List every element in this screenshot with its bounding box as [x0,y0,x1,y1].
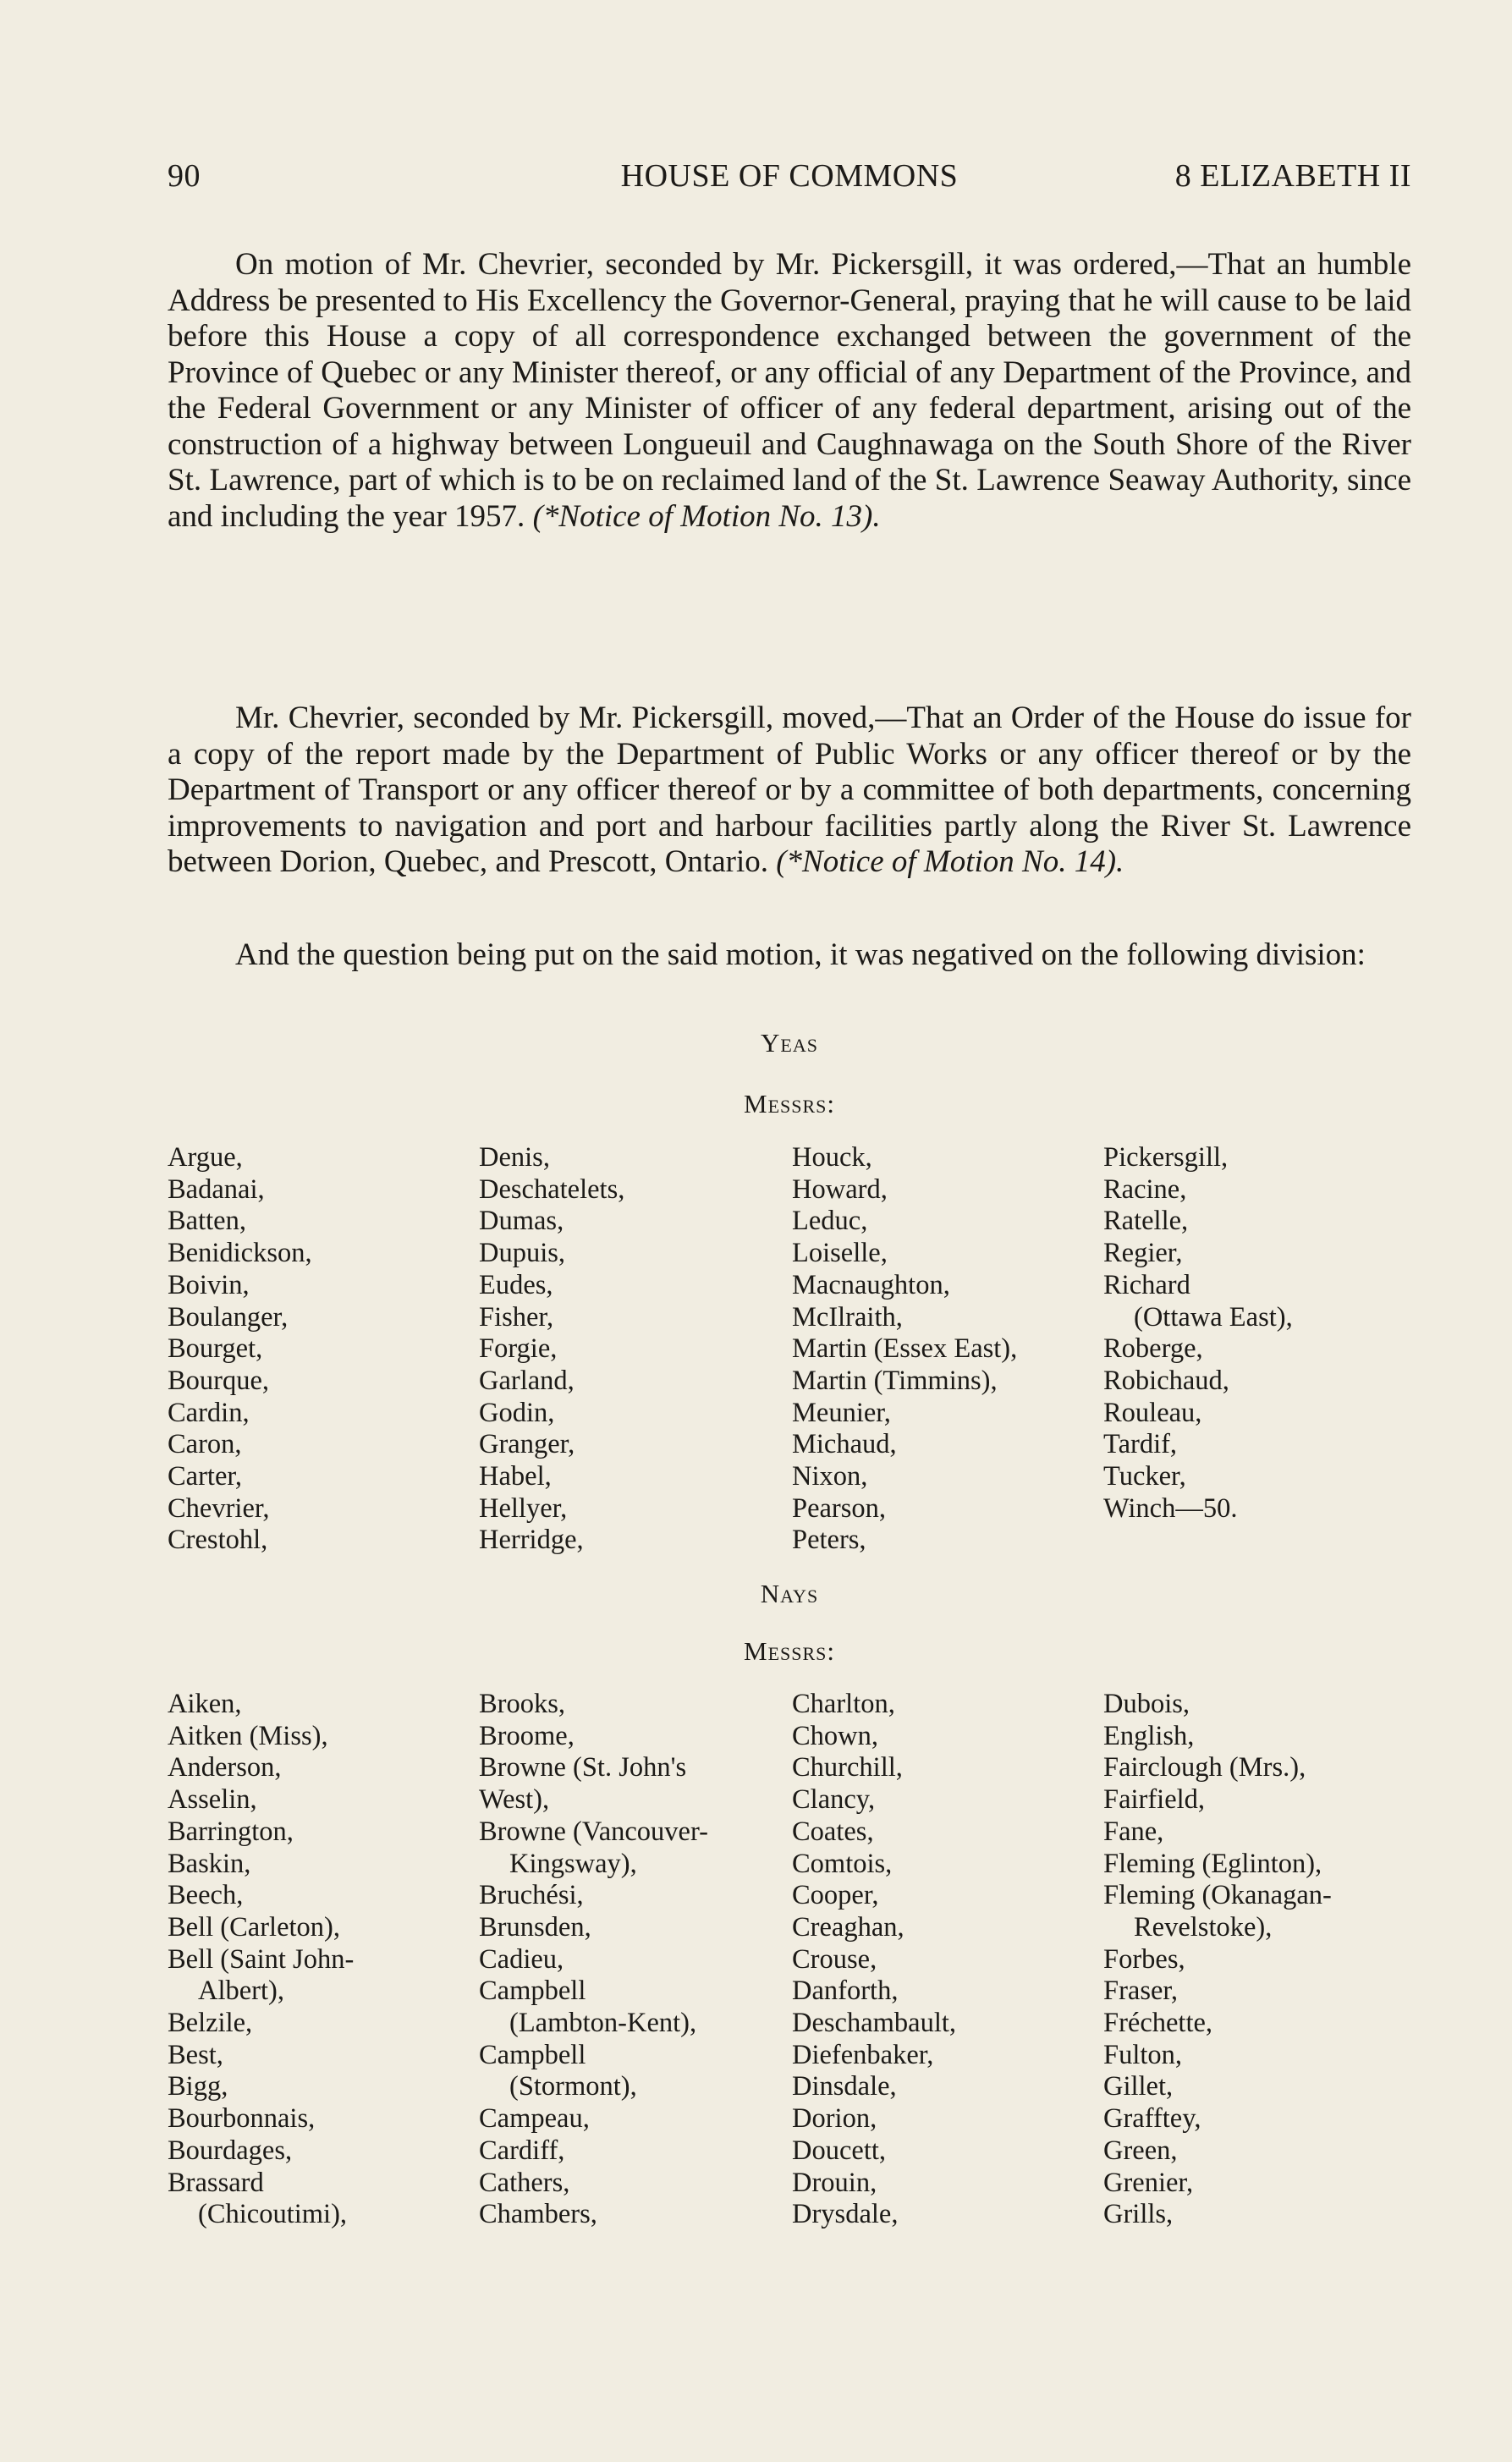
member-name: Rouleau, [1103,1397,1202,1428]
member-name: Caron, [168,1429,242,1460]
member-name: Churchill, [792,1752,903,1783]
member-name: Hellyer, [479,1492,568,1524]
motion-2-text: Mr. Chevrier, seconded by Mr. Pickersgill, moved,—That an Order of the House do issue for a copy of the report made by the Department of Public Works or any officer thereof or by the Department of Transport or any officer thereof or by a committee of both departments, concerning improvements to navigation and port and harbour facilities partly along the River St. Lawrence between Dorion, Quebec, and Prescott, Ontario. [168,701,1411,879]
member-name: Denis, [479,1142,550,1173]
member-name: (Lambton-Kent), [509,2008,697,2039]
member-name: Macnaughton, [792,1269,950,1300]
member-name: Batten, [168,1206,246,1237]
member-name: Browne (Vancouver- [479,1816,708,1847]
member-name: Fréchette, [1103,2008,1213,2039]
member-name: Eudes, [479,1269,553,1300]
member-name: Tucker, [1103,1461,1186,1492]
member-name: Drysdale, [792,2199,899,2230]
member-name: Godin, [479,1397,555,1428]
motion-1-text: On motion of Mr. Chevrier, seconded by Mr. Pickersgill, it was ordered,—That an humble Address be presented to His Excellency the Governor-General, praying that he will cause to be laid before this House a copy of all correspondence exchanged between the government of the Province of Quebec or any Minister thereof, or any official of any Department of the Province, and the Federal Government or any Minister of officer of any federal department, arising out of the construction of a highway between Longueuil and Caughnawaga on the South Shore of the River St. Lawrence, part of which is to be on reclaimed land of the St. Lawrence Seaway Authority, since and including the year 1957. [168,247,1411,534]
nays-column-2 [479,1689,783,2231]
member-name: Dupuis, [479,1238,566,1269]
member-name: Regier, [1103,1238,1183,1269]
member-name: (Chicoutimi), [198,2199,348,2230]
member-name: Bell (Carleton), [168,1911,340,1943]
member-name: Cadieu, [479,1943,564,1975]
member-name: West), [479,1784,550,1816]
member-name: Chambers, [479,2199,597,2230]
member-name: Grenier, [1103,2167,1194,2198]
member-name: Aitken (Miss), [168,1720,328,1751]
member-name: Cardiff, [479,2135,565,2166]
member-name: Campbell [479,1976,586,2007]
division-intro-text: And the question being put on the said motion, it was negatived on the following division: [235,937,1366,972]
member-name: Dumas, [479,1206,564,1237]
member-name: Fulton, [1103,2039,1183,2070]
member-name: Revelstoke), [1134,1911,1273,1943]
motion-1-note: (*Notice of Motion No. 13). [532,498,881,534]
yeas-column-1 [168,1142,472,1557]
member-name: Chevrier, [168,1492,270,1524]
nays-heading: Nays [760,1579,819,1608]
member-name: Baskin, [168,1848,251,1879]
member-name: Ratelle, [1103,1206,1189,1237]
member-name: Doucett, [792,2135,887,2166]
member-name: Cooper, [792,1880,879,1911]
member-name: Broome, [479,1720,575,1751]
member-name: Forgie, [479,1333,558,1365]
running-header [168,157,1411,200]
member-name: Boulanger, [168,1301,289,1333]
member-name: Nixon, [792,1461,868,1492]
member-name: Comtois, [792,1848,893,1879]
yeas-heading: Yeas [761,1028,818,1058]
member-name: Beech, [168,1880,244,1911]
member-name: Bigg, [168,2071,228,2102]
member-name: English, [1103,1720,1195,1751]
member-name: Barrington, [168,1816,294,1847]
member-name: Fleming (Okanagan- [1103,1880,1332,1911]
yeas-column-4 [1103,1142,1408,1525]
member-name: Fraser, [1103,1976,1179,2007]
member-name: Loiselle, [792,1238,888,1269]
member-name: Cardin, [168,1397,250,1428]
member-name: Pearson, [792,1492,887,1524]
member-name: Racine, [1103,1173,1187,1205]
member-name: Dorion, [792,2103,877,2135]
member-name: Coates, [792,1816,874,1847]
member-name: Bourbonnais, [168,2103,316,2135]
member-name: Dubois, [1103,1689,1190,1719]
nays-column-4 [1103,1689,1408,2231]
member-name: Green, [1103,2135,1178,2166]
member-name: (Ottawa East), [1134,1301,1293,1333]
nays-column-3 [792,1689,1097,2231]
member-name: Browne (St. John's [479,1752,687,1783]
nays-messrs-label: Messrs: [744,1636,835,1666]
member-name: Brunsden, [479,1911,591,1943]
member-name: Deschambault, [792,2008,957,2039]
member-name: Best, [168,2039,223,2070]
member-name: Leduc, [792,1206,868,1237]
member-name: Cathers, [479,2167,570,2198]
member-name: McIlraith, [792,1301,903,1333]
member-name: Danforth, [792,1976,899,2007]
member-name: Garland, [479,1365,575,1396]
member-name: Carter, [168,1461,243,1492]
member-name: Albert), [198,1976,284,2007]
page-number: 90 [168,158,201,194]
member-name: Charlton, [792,1689,895,1719]
member-name: Gillet, [1103,2071,1174,2102]
member-name: Robichaud, [1103,1365,1229,1396]
member-name: Tardif, [1103,1429,1178,1460]
member-name: Michaud, [792,1429,897,1460]
member-name: Meunier, [792,1397,891,1428]
motion-2-note: (*Notice of Motion No. 14). [776,844,1124,879]
member-name: Fairfield, [1103,1784,1206,1816]
member-name: Bell (Saint John- [168,1943,355,1975]
member-name: Drouin, [792,2167,877,2198]
member-name: Fisher, [479,1301,554,1333]
member-name: Peters, [792,1525,866,1556]
member-name: Chown, [792,1720,879,1751]
member-name: Crouse, [792,1943,877,1975]
member-name: Clancy, [792,1784,876,1816]
member-name: Benidickson, [168,1238,312,1269]
member-name: Habel, [479,1461,552,1492]
yeas-messrs-label: Messrs: [744,1089,835,1118]
division-intro [168,937,1411,974]
member-name: Bruchési, [479,1880,584,1911]
member-name: Diefenbaker, [792,2039,934,2070]
member-name: Fairclough (Mrs.), [1103,1752,1306,1783]
reign-year: 8 ELIZABETH II [1174,158,1411,194]
member-name: Fane, [1103,1816,1164,1847]
yeas-column-3 [792,1142,1097,1557]
member-name: Campbell [479,2039,586,2070]
member-name: Herridge, [479,1525,584,1556]
member-name: Pickersgill, [1103,1142,1229,1173]
yeas-column-2 [479,1142,783,1557]
member-name: Aiken, [168,1689,242,1719]
member-name: Campeau, [479,2103,590,2135]
member-name: Creaghan, [792,1911,904,1943]
member-name: Crestohl, [168,1525,268,1556]
member-name: Winch—50. [1103,1492,1238,1524]
nays-column-1 [168,1689,472,2231]
member-name: Boivin, [168,1269,250,1300]
member-name: Deschatelets, [479,1173,625,1205]
member-name: Roberge, [1103,1333,1203,1365]
member-name: Bourdages, [168,2135,293,2166]
member-name: Dinsdale, [792,2071,897,2102]
motion-paragraph-2 [168,701,1411,881]
member-name: (Stormont), [509,2071,637,2102]
member-name: Houck, [792,1142,872,1173]
member-name: Grafftey, [1103,2103,1201,2135]
member-name: Bourque, [168,1365,270,1396]
member-name: Grills, [1103,2199,1174,2230]
motion-paragraph-1 [168,247,1411,535]
member-name: Howard, [792,1173,888,1205]
member-name: Asselin, [168,1784,257,1816]
member-name: Forbes, [1103,1943,1185,1975]
member-name: Anderson, [168,1752,282,1783]
member-name: Brooks, [479,1689,566,1719]
member-name: Kingsway), [509,1848,637,1879]
member-name: Bourget, [168,1333,263,1365]
member-name: Richard [1103,1269,1190,1300]
member-name: Granger, [479,1429,575,1460]
member-name: Fleming (Eglinton), [1103,1848,1322,1879]
member-name: Badanai, [168,1173,265,1205]
member-name: Argue, [168,1142,243,1173]
member-name: Belzile, [168,2008,253,2039]
member-name: Brassard [168,2167,264,2198]
member-name: Martin (Essex East), [792,1333,1018,1365]
journal-title: HOUSE OF COMMONS [620,158,959,194]
member-name: Martin (Timmins), [792,1365,998,1396]
